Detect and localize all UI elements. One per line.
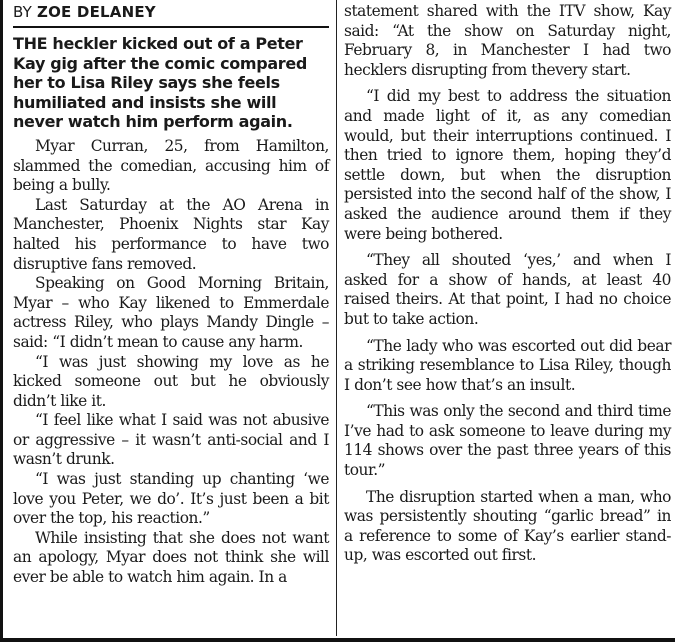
byline [13,2,329,22]
byline-divider [13,26,329,28]
paragraph: Last Saturday at the AO Arena in Manchester, Phoenix Nights star Kay halted his performance to have two disruptive fans removed. [13,195,329,273]
standfirst: THE heckler kicked out of a Peter Kay gig after the comic compared her to Lisa Riley says she feels humiliated and insists she will never watch him perform again. [13,34,307,132]
left-column [13,2,329,588]
paragraph: “I feel like what I said was not abusive or aggressive – it wasn’t anti-social and I wasn’t drunk. [13,411,329,469]
paragraph: “I was just showing my love as he kicked someone out but he obviously didn’t like it. [13,352,329,410]
byline-prefix: BY [13,3,33,21]
right-column [344,2,671,573]
paragraph: “The lady who was escorted out did bear a striking resemblance to Lisa Riley, though I don’t see how that’s an insult. [344,336,671,394]
paragraph: While insisting that she does not want an apology, Myar does not think she will ever be able to watch him again. In a [13,528,329,587]
paragraph: “This was only the second and third time I’ve had to ask someone to leave during my 114 shows over the past three years of this tour.” [344,402,671,480]
paragraph: The disruption started when a man, who was persistently shouting “garlic bread” in a reference to some of Kay’s earlier stand-up, was escorted out first. [344,487,671,565]
paragraph: “I did my best to address the situation and made light of it, as any comedian would, but their interruptions continued. I then tried to ignore them, hoping they’d settle down, but when the disruption persisted into the second half of the show, I asked the audience around them if they were being bothered. [344,87,671,243]
bottom-border [3,638,675,642]
paragraph: Speaking on Good Morning Britain, Myar – who Kay likened to Emmerdale actress Riley, who plays Mandy Dingle – said: “I didn’t mean to cause any harm. [13,274,329,351]
byline-author: ZOE DELANEY [37,3,156,21]
paragraph: “I was just standing up chanting ‘we love you Peter, we do’. It’s just been a bit over the top, his reaction.” [13,470,329,528]
column-divider [336,0,337,636]
paragraph: “They all shouted ‘yes,’ and when I asked for a show of hands, at least 40 raised theirs. At that point, I had no choice but to take action. [344,251,671,328]
paragraph: Myar Curran, 25, from Hamilton, slammed the comedian, accusing him of being a bully. [13,136,329,195]
paragraph: statement shared with the ITV show, Kay said: “At the show on Saturday night, February 8, in Manchester I had two hecklers disrupting from thevery start. [344,2,671,79]
